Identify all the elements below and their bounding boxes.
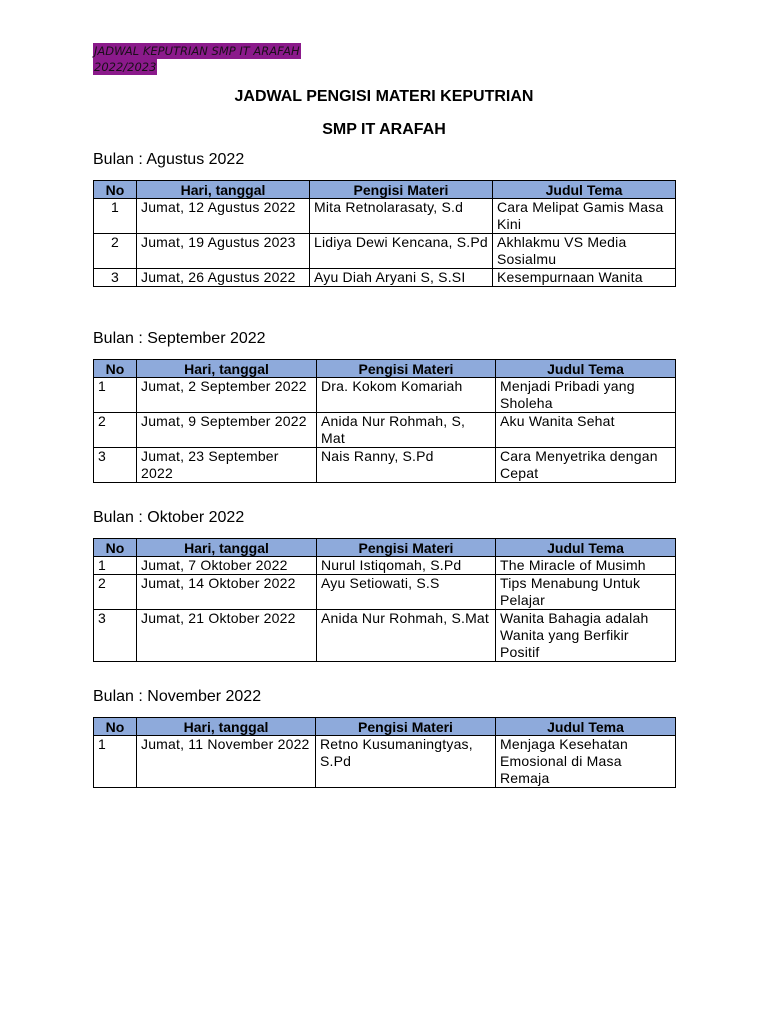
cell-no: 1: [94, 199, 137, 234]
cell-no: 3: [94, 610, 137, 662]
table-row: [94, 575, 676, 610]
table-row: [94, 610, 676, 662]
column-header-theme: Judul Tema: [493, 181, 676, 199]
cell-theme: Menjaga Kesehatan Emosional di Masa Remaja: [496, 736, 676, 788]
column-header-no: No: [94, 718, 137, 736]
cell-speaker: Nais Ranny, S.Pd: [317, 448, 496, 483]
document-title: JADWAL PENGISI MATERI KEPUTRIAN: [234, 88, 534, 105]
column-header-no: No: [94, 539, 137, 557]
schedule-table: [93, 538, 676, 662]
cell-theme: Cara Melipat Gamis Masa Kini: [493, 199, 676, 234]
cell-speaker: Retno Kusumaningtyas, S.Pd: [316, 736, 496, 788]
cell-speaker: Ayu Diah Aryani S, S.SI: [310, 269, 493, 287]
column-header-speaker: Pengisi Materi: [317, 360, 496, 378]
column-header-speaker: Pengisi Materi: [316, 718, 496, 736]
cell-no: 1: [94, 736, 137, 788]
cell-no: 3: [94, 448, 137, 483]
column-header-speaker: Pengisi Materi: [317, 539, 496, 557]
table-row: [94, 736, 676, 788]
column-header-no: No: [94, 360, 137, 378]
cell-date: Jumat, 9 September 2022: [137, 413, 317, 448]
table-row: [94, 448, 676, 483]
header-note-line1: JADWAL KEPUTRIAN SMP IT ARAFAH: [94, 44, 300, 58]
cell-speaker: Dra. Kokom Komariah: [317, 378, 496, 413]
cell-speaker: Mita Retnolarasaty, S.d: [310, 199, 493, 234]
table-row: [94, 413, 676, 448]
cell-no: 2: [94, 575, 137, 610]
section-oktober: [93, 508, 675, 662]
table-row: [94, 378, 676, 413]
cell-theme: Akhlakmu VS Media Sosialmu: [493, 234, 676, 269]
table-row: [94, 557, 676, 575]
table-row: [94, 234, 676, 269]
cell-no: 2: [94, 234, 137, 269]
cell-theme: Wanita Bahagia adalah Wanita yang Berfikir Positif: [496, 610, 676, 662]
cell-date: Jumat, 21 Oktober 2022: [137, 610, 317, 662]
section-november: [93, 687, 675, 788]
cell-no: 1: [94, 557, 137, 575]
table-row: [94, 199, 676, 234]
cell-date: Jumat, 14 Oktober 2022: [137, 575, 317, 610]
table-header-row: [94, 539, 676, 557]
cell-speaker: Ayu Setiowati, S.S: [317, 575, 496, 610]
header-note: [93, 43, 301, 75]
cell-theme: The Miracle of Musimh: [496, 557, 676, 575]
cell-theme: Aku Wanita Sehat: [496, 413, 676, 448]
table-header-row: [94, 360, 676, 378]
cell-no: 2: [94, 413, 137, 448]
table-header-row: [94, 718, 676, 736]
table-header-row: [94, 181, 676, 199]
column-header-theme: Judul Tema: [496, 539, 676, 557]
cell-date: Jumat, 11 November 2022: [137, 736, 316, 788]
cell-date: Jumat, 23 September 2022: [137, 448, 317, 483]
cell-speaker: Anida Nur Rohmah, S, Mat: [317, 413, 496, 448]
schedule-table: [93, 180, 676, 287]
cell-speaker: Lidiya Dewi Kencana, S.Pd: [310, 234, 493, 269]
cell-date: Jumat, 12 Agustus 2022: [137, 199, 310, 234]
cell-theme: Tips Menabung Untuk Pelajar: [496, 575, 676, 610]
cell-date: Jumat, 19 Agustus 2023: [137, 234, 310, 269]
cell-no: 1: [94, 378, 137, 413]
section-heading: Bulan : November 2022: [93, 688, 262, 705]
column-header-theme: Judul Tema: [496, 718, 676, 736]
table-row: [94, 269, 676, 287]
cell-no: 3: [94, 269, 137, 287]
schedule-table: [93, 359, 676, 483]
cell-theme: Cara Menyetrika dengan Cepat: [496, 448, 676, 483]
column-header-date: Hari, tanggal: [137, 539, 317, 557]
column-header-theme: Judul Tema: [496, 360, 676, 378]
column-header-speaker: Pengisi Materi: [310, 181, 493, 199]
column-header-date: Hari, tanggal: [137, 718, 316, 736]
cell-date: Jumat, 2 September 2022: [137, 378, 317, 413]
section-heading: Bulan : September 2022: [93, 330, 266, 347]
schedule-table: [93, 717, 676, 788]
column-header-no: No: [94, 181, 137, 199]
cell-date: Jumat, 7 Oktober 2022: [137, 557, 317, 575]
column-header-date: Hari, tanggal: [137, 360, 317, 378]
section-september: [93, 329, 675, 483]
section-heading: Bulan : Agustus 2022: [93, 151, 245, 168]
section-agustus: [93, 150, 675, 287]
header-note-line2: 2022/2023: [94, 60, 157, 74]
document-subtitle: SMP IT ARAFAH: [322, 121, 446, 138]
cell-theme: Kesempurnaan Wanita: [493, 269, 676, 287]
column-header-date: Hari, tanggal: [137, 181, 310, 199]
cell-speaker: Anida Nur Rohmah, S.Mat: [317, 610, 496, 662]
cell-speaker: Nurul Istiqomah, S.Pd: [317, 557, 496, 575]
section-heading: Bulan : Oktober 2022: [93, 509, 245, 526]
cell-date: Jumat, 26 Agustus 2022: [137, 269, 310, 287]
cell-theme: Menjadi Pribadi yang Sholeha: [496, 378, 676, 413]
